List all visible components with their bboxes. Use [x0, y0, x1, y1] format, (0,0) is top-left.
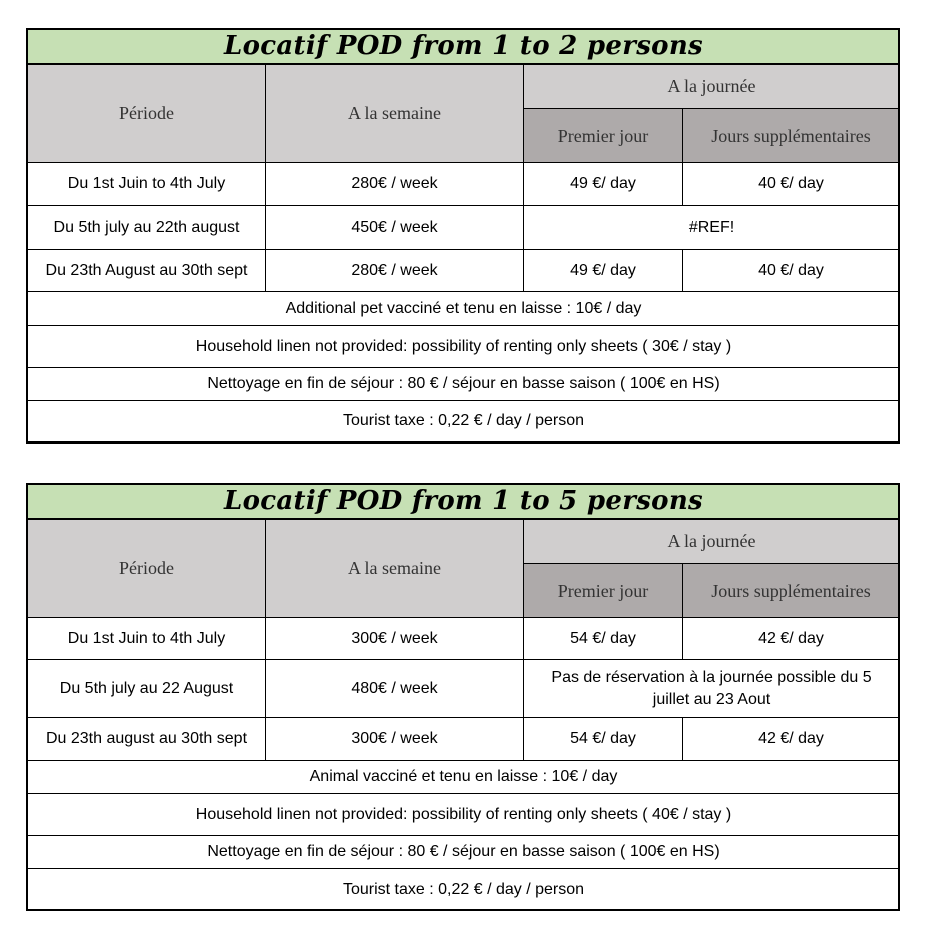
cell-semaine: 300€ / week: [266, 618, 524, 660]
table-row: [28, 163, 900, 206]
cell-jours-supplementaires: 40 €/ day: [683, 163, 900, 206]
cell-periode: Du 5th july au 22 August: [28, 660, 266, 718]
table-row: [28, 250, 900, 292]
table-row: [28, 206, 900, 250]
header-periode: Période: [28, 519, 266, 618]
cell-jours-supplementaires: 42 €/ day: [683, 718, 900, 761]
note-pet: Additional pet vacciné et tenu en laisse : 10€ / day: [28, 292, 900, 326]
cell-premier-jour: 49 €/ day: [524, 163, 683, 206]
note-tourist-tax: Tourist taxe : 0,22 € / day / person: [28, 401, 900, 442]
cell-semaine: 450€ / week: [266, 206, 524, 250]
cell-periode: Du 1st Juin to 4th July: [28, 163, 266, 206]
header-jours-supplementaires: Jours supplémentaires: [683, 109, 900, 163]
header-periode: Période: [28, 64, 266, 163]
header-semaine: A la semaine: [266, 64, 524, 163]
table-row: [28, 718, 900, 761]
header-journee: A la journée: [524, 519, 900, 564]
cell-periode: Du 5th july au 22th august: [28, 206, 266, 250]
header-journee: A la journée: [524, 64, 900, 109]
cell-periode: Du 23th august au 30th sept: [28, 718, 266, 761]
table-row: [28, 618, 900, 660]
note-cleaning: Nettoyage en fin de séjour : 80 € / séjour en basse saison ( 100€ en HS): [28, 836, 900, 869]
note-pet: Animal vacciné et tenu en laisse : 10€ / day: [28, 761, 900, 794]
cell-periode: Du 1st Juin to 4th July: [28, 618, 266, 660]
cell-daily-merged: Pas de réservation à la journée possible du 5 juillet au 23 Aout: [524, 660, 900, 718]
cell-semaine: 280€ / week: [266, 250, 524, 292]
cell-semaine: 300€ / week: [266, 718, 524, 761]
pricing-table-1-to-2: [27, 29, 900, 442]
header-premier-jour: Premier jour: [524, 109, 683, 163]
cell-premier-jour: 54 €/ day: [524, 718, 683, 761]
pricing-table-1-to-5: [27, 484, 900, 911]
cell-daily-merged: #REF!: [524, 206, 900, 250]
cell-premier-jour: 54 €/ day: [524, 618, 683, 660]
cell-premier-jour: 49 €/ day: [524, 250, 683, 292]
header-jours-supplementaires: Jours supplémentaires: [683, 564, 900, 618]
cell-semaine: 280€ / week: [266, 163, 524, 206]
table-title: Locatif POD from 1 to 5 persons: [28, 485, 900, 519]
note-linen: Household linen not provided: possibility of renting only sheets ( 30€ / stay ): [28, 326, 900, 368]
header-semaine: A la semaine: [266, 519, 524, 618]
cell-jours-supplementaires: 42 €/ day: [683, 618, 900, 660]
cell-periode: Du 23th August au 30th sept: [28, 250, 266, 292]
note-tourist-tax: Tourist taxe : 0,22 € / day / person: [28, 869, 900, 911]
table-row: [28, 660, 900, 718]
table-title: Locatif POD from 1 to 2 persons: [28, 30, 900, 64]
note-linen: Household linen not provided: possibility of renting only sheets ( 40€ / stay ): [28, 794, 900, 836]
cell-semaine: 480€ / week: [266, 660, 524, 718]
header-premier-jour: Premier jour: [524, 564, 683, 618]
note-cleaning: Nettoyage en fin de séjour : 80 € / séjour en basse saison ( 100€ en HS): [28, 368, 900, 401]
cell-jours-supplementaires: 40 €/ day: [683, 250, 900, 292]
